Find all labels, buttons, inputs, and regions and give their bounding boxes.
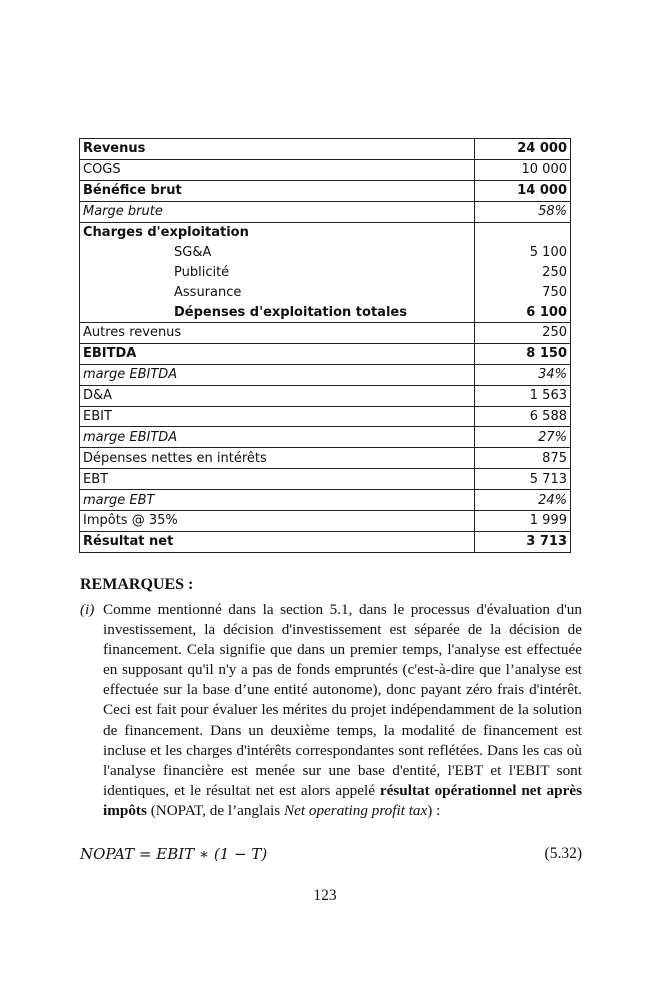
row-value: 24 000 [475, 139, 571, 160]
row-label: Dépenses nettes en intérêts [80, 448, 475, 469]
row-label: Autres revenus [80, 323, 475, 344]
row-value: 875 [475, 448, 571, 469]
row-label: Revenus [80, 139, 475, 160]
note-text-2: (NOPAT, de l’anglais [146, 801, 284, 819]
table-row [80, 323, 571, 344]
row-value: 1 563 [475, 385, 571, 406]
note-bold-term: résultat opérationnel net après impôts [103, 781, 582, 819]
note-text-3: ) : [427, 801, 441, 819]
table-row [80, 469, 571, 490]
row-value: 34% [475, 364, 571, 385]
row-value: 14 000 [475, 180, 571, 201]
row-value: 6 588 [475, 406, 571, 427]
row-value: 5 713 [475, 469, 571, 490]
row-label: marge EBT [80, 490, 475, 511]
row-value: 10 000 [475, 159, 571, 180]
page-number: 123 [313, 887, 337, 904]
row-label: Bénéfice brut [80, 180, 475, 201]
table-row [80, 343, 571, 364]
table-row [80, 406, 571, 427]
row-label: Dépenses d'exploitation totales [80, 302, 475, 322]
note-text-1: Comme mentionné dans la section 5.1, dans le processus d'évaluation d'un investissement, la décision d'investissement est séparée de la décision de financement. Cela signifie que dans un premier temps, l'analyse est effectuée en supposant qu'il n'y a pas de fonds empruntés (c'est-à-dire que l’analyse est effectuée sur la base d’une entité autonome), donc payant zéro frais d'intérêt. Ceci est fait pour évaluer les mérites du projet indépendamment de la solution de financement. Dans un deuxième temps, la modalité de financement est incluse et les charges d'intérêts correspondantes sont reflétées. Dans les cas où l'analyse financière est menée sur une base d'entité, l'EBT et l'EBIT sont identiques, et le résultat net est alors appelé [103, 601, 582, 799]
row-value: 750 [475, 282, 571, 302]
row-value: 250 [475, 262, 571, 282]
row-value: 5 100 [475, 242, 571, 262]
table-row [80, 159, 571, 180]
equation-formula: NOPAT = EBIT ∗ (1 − T) [80, 845, 268, 863]
table-row [80, 385, 571, 406]
row-value: 1 999 [475, 511, 571, 532]
remarks-title: REMARQUES : [80, 576, 194, 593]
table-row [80, 242, 571, 262]
table-row [80, 511, 571, 532]
row-value: 250 [475, 323, 571, 344]
row-value [475, 222, 571, 242]
row-label: Résultat net [80, 531, 475, 552]
note-marker: (i) [80, 601, 95, 618]
row-label: D&A [80, 385, 475, 406]
row-value: 27% [475, 427, 571, 448]
table-row [80, 427, 571, 448]
table-row [80, 139, 571, 160]
row-label: EBIT [80, 406, 475, 427]
table-row [80, 490, 571, 511]
row-value: 6 100 [475, 302, 571, 322]
row-label: EBITDA [80, 343, 475, 364]
table-row [80, 201, 571, 222]
remark-note [80, 600, 582, 821]
table-row [80, 302, 571, 322]
note-body [103, 600, 582, 821]
row-value: 58% [475, 201, 571, 222]
row-label: Marge brute [80, 201, 475, 222]
row-label: marge EBITDA [80, 427, 475, 448]
row-label: COGS [80, 159, 475, 180]
row-label: Charges d'exploitation [80, 222, 475, 242]
table-row [80, 364, 571, 385]
row-label: EBT [80, 469, 475, 490]
row-label: Publicité [80, 262, 475, 282]
table-row [80, 180, 571, 201]
table-row [80, 448, 571, 469]
equation-number: (5.32) [544, 845, 582, 862]
table-row [80, 531, 571, 552]
row-label: Impôts @ 35% [80, 511, 475, 532]
table-row [80, 222, 571, 242]
row-label: Assurance [80, 282, 475, 302]
row-value: 24% [475, 490, 571, 511]
nopat-equation [80, 845, 582, 867]
income-statement-table [79, 138, 571, 553]
row-value: 8 150 [475, 343, 571, 364]
row-label: marge EBITDA [80, 364, 475, 385]
row-label: SG&A [80, 242, 475, 262]
note-italic-term: Net operating profit tax [283, 801, 428, 819]
row-value: 3 713 [475, 531, 571, 552]
income-statement-body [80, 139, 571, 553]
table-row [80, 282, 571, 302]
table-row [80, 262, 571, 282]
